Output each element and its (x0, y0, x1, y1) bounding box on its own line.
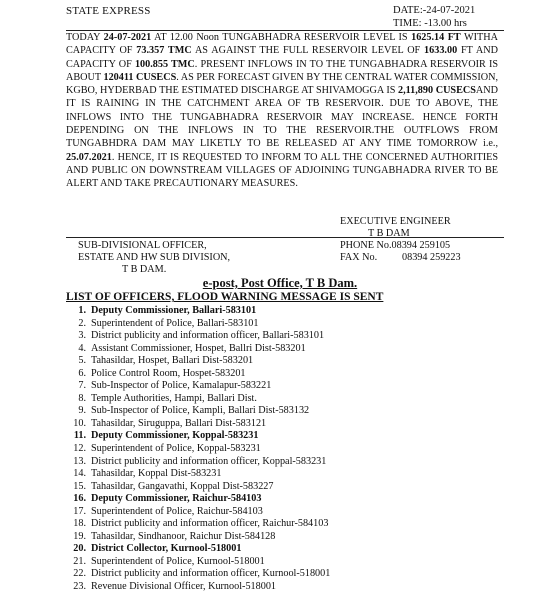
list-item-number: 4. (78, 342, 86, 354)
message-highlight: 1633.00 (424, 45, 458, 57)
message-text: FT AND CAPACITY OF (66, 45, 498, 70)
list-item-text: Sub-Inspector of Police, Kampli, Ballari Dist-583132 (91, 405, 310, 417)
list-item (70, 318, 330, 331)
header-time: TIME: -13.00 hrs (393, 17, 467, 29)
list-item (70, 380, 330, 393)
message-text: TODAY (66, 32, 104, 43)
list-item (70, 343, 330, 356)
fax-number: 08394 259223 (402, 251, 461, 263)
list-item-number: 12. (73, 443, 86, 455)
officer-list (70, 305, 330, 594)
list-item-text: Revenue Divisional Officer, Kurnool-518001 (91, 581, 277, 593)
list-item-number: 9. (78, 405, 86, 417)
list-item-text: Superintendent of Police, Kurnool-518001 (91, 555, 265, 567)
list-item (70, 418, 330, 431)
signatory-unit: T B DAM (368, 228, 410, 239)
message-highlight: 1625.14 FT (411, 32, 461, 43)
list-item (70, 543, 330, 556)
list-item-number: 21. (73, 555, 86, 567)
office-address (78, 240, 230, 275)
office-line-3: T B DAM. (122, 263, 167, 275)
list-item (70, 518, 330, 531)
list-item (70, 468, 330, 481)
list-item-text: District Collector, Kurnool-518001 (91, 543, 242, 555)
list-item-text: Superintendent of Police, Ballari-583101 (91, 317, 259, 329)
list-item-number: 19. (73, 530, 86, 542)
list-item-text: Sub-Inspector of Police, Kamalapur-583221 (91, 380, 272, 392)
list-item-text: Temple Authorities, Hampi, Ballari Dist. (91, 392, 257, 404)
message-highlight: 120411 CUSECS (103, 71, 177, 83)
message-text: AS AGAINST THE FULL RESERVOIR LEVEL OF (191, 45, 425, 57)
list-item-text: District publicity and information officer, Kurnool-518001 (91, 568, 331, 580)
list-item-text: District publicity and information officer, Ballari-583101 (91, 330, 325, 342)
list-item (70, 531, 330, 544)
fax-row (340, 252, 461, 264)
message-text: AT 12.00 Noon TUNGABHADRA RESERVOIR LEVEL IS (151, 32, 412, 43)
phone-row (340, 240, 461, 252)
message-highlight: 24-07-2021 (103, 32, 152, 43)
list-item-number: 3. (78, 330, 86, 342)
list-item-number: 8. (78, 392, 86, 404)
distribution-title: e-post, Post Office, T B Dam. (202, 276, 358, 290)
list-item-text: Deputy Commissioner, Koppal-583231 (91, 430, 259, 442)
list-item (70, 330, 330, 343)
list-item-text: Superintendent of Police, Raichur-584103 (91, 505, 263, 517)
list-item-number: 22. (73, 568, 86, 580)
list-item-text: District publicity and information officer, Koppal-583231 (91, 455, 327, 467)
message-highlight: 2,11,890 CUSECS (398, 85, 476, 97)
list-item-text: Deputy Commissioner, Ballari-583101 (91, 305, 257, 316)
signatory-designation: EXECUTIVE ENGINEER (340, 216, 451, 227)
list-item-number: 17. (73, 505, 86, 517)
header-date-time (393, 5, 475, 30)
list-item (70, 506, 330, 519)
list-item-number: 18. (73, 518, 86, 530)
list-item-number: 6. (78, 367, 86, 379)
list-item (70, 443, 330, 456)
list-item-number: 16. (73, 493, 86, 505)
list-item (70, 355, 330, 368)
list-item (70, 405, 330, 418)
phone-number: 08394 259105 (391, 240, 451, 251)
list-item-number: 23. (73, 581, 86, 593)
list-item-text: Police Control Room, Hospet-583201 (91, 367, 246, 379)
list-item-text: District publicity and information officer, Raichur-584103 (91, 518, 329, 530)
list-item-text: Tahasildar, Siruguppa, Ballari Dist-583121 (91, 417, 267, 429)
list-item-number: 10. (73, 417, 86, 429)
list-item-text: Tahasildar, Hospet, Ballari Dist-583201 (91, 355, 254, 367)
list-item (70, 481, 330, 494)
list-item-number: 15. (73, 480, 86, 492)
phone-label: PHONE No. (340, 240, 392, 251)
flood-warning-message (66, 31, 498, 191)
list-item (70, 393, 330, 406)
message-highlight: 73.357 TMC (136, 45, 192, 57)
list-item-text: Tahasildar, Koppal Dist-583231 (91, 468, 222, 480)
message-text: . HENCE, IT IS REQUESTED TO INFORM TO ALL THE CONCERNED AUTHORITIES AND PUBLIC ON DOWNSTREAM VILLAGES OF ADJOINING TUNGABHADRA RIVER TO BE ALERT AND TAKE PRECAUTIONARY MEASURES. (66, 151, 498, 190)
header-date: DATE:-24-07-2021 (393, 5, 476, 16)
list-item-number: 13. (73, 455, 86, 467)
list-item (70, 568, 330, 581)
list-item-number: 1. (78, 305, 86, 316)
list-item (70, 305, 330, 318)
list-item-number: 7. (78, 380, 86, 392)
list-item-text: Deputy Commissioner, Raichur-584103 (91, 493, 262, 505)
message-highlight: 100.855 TMC (134, 58, 195, 70)
list-item-text: Tahasildar, Sindhanoor, Raichur Dist-584128 (91, 530, 276, 542)
fax-label: FAX No. (340, 251, 378, 263)
message-text: AND IT IS RAINING IN THE CATCHMENT AREA OF TB RESERVOIR. DUE TO ABOVE, THE INFLOWS INTO THE TUNGABHADRA RESERVOIR MAY INCREASE. HENCE FORTH DEPENDING ON THE INFLOWS IN TO THE RESERVOIR.THE OUTFLOWS FROM TUNGABHDRA DAM MAY LIKETLY TO BE RELEASED AT ANY TIME TOMORROW i.e., (66, 85, 498, 150)
list-item-text: Superintendent of Police, Koppal-583231 (91, 443, 261, 455)
message-text: WITHA CAPACITY OF (66, 32, 498, 57)
list-item (70, 368, 330, 381)
list-item-text: Assistant Commissioner, Hospet, Ballri Dist-583201 (91, 342, 306, 354)
message-text: . AS PER FORECAST GIVEN BY THE CENTRAL WATER COMMISSION, KGBO, HYDERBAD THE ESTIMATED DISCHARGE AT SHIVAMOGGA IS (66, 71, 499, 97)
office-line-2: ESTATE AND HW SUB DIVISION, (78, 251, 231, 263)
list-item (70, 556, 330, 569)
list-item-number: 14. (73, 468, 86, 480)
office-line-1: SUB-DIVISIONAL OFFICER, (78, 240, 207, 251)
list-item (70, 430, 330, 443)
message-highlight: 25.07.2021 (66, 151, 112, 163)
list-item (70, 493, 330, 506)
list-item-number: 11. (73, 430, 86, 442)
list-item-text: Tahasildar, Gangavathi, Koppal Dist-583227 (91, 480, 274, 492)
signature-divider (66, 237, 504, 238)
officer-list-title: LIST OF OFFICERS, FLOOD WARNING MESSAGE IS SENT (66, 291, 384, 303)
list-item-number: 20. (73, 543, 86, 555)
message-text: . PRESENT INFLOWS IN TO THE TUNGABHADRA RESERVOIR IS ABOUT (66, 58, 499, 83)
list-item-number: 5. (78, 355, 86, 367)
contact-details (340, 240, 461, 264)
list-item (70, 456, 330, 469)
header-title: STATE EXPRESS (66, 5, 151, 17)
list-item (70, 581, 330, 594)
list-item-number: 2. (78, 317, 86, 329)
